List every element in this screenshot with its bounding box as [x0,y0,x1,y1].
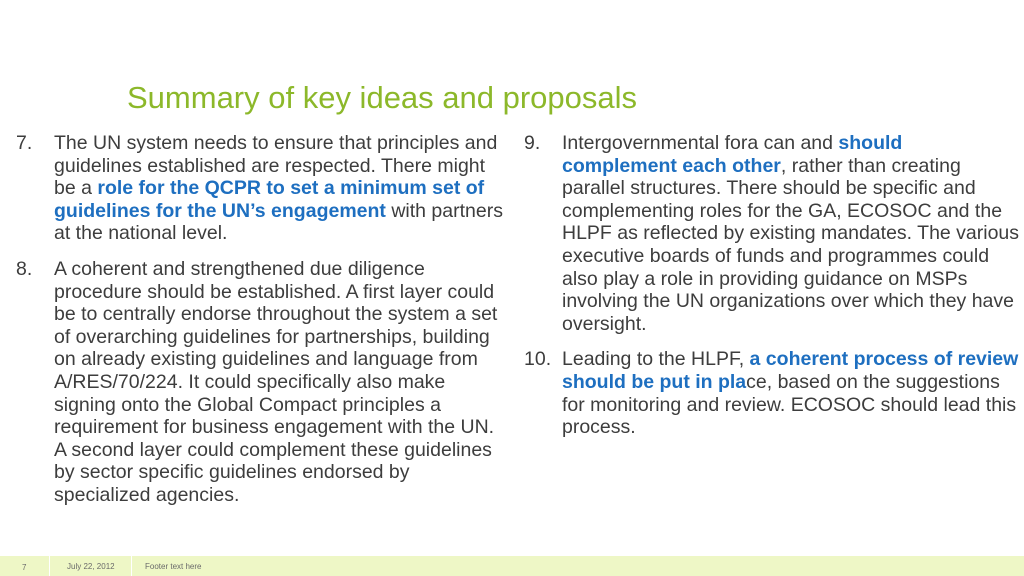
item-number: 10. [524,348,552,371]
footer-date: July 22, 2012 [67,562,115,571]
list-item-7 [16,132,506,245]
list-item-10 [524,348,1020,438]
list-item-8 [16,258,506,507]
item-text: , rather than creating parallel structures. There should be specific and complementing roles for the GA, ECOSOC and the HLPF as reflected by existing mandates. The various executive boards of funds and programmes could also play a role in providing guidance on MSPs involving the UN organizations over which they have oversight. [562,154,1020,335]
item-number: 9. [524,132,541,154]
item-number: 7. [16,132,33,154]
footer-bar [0,556,1024,576]
item-highlight: should complement each other [562,132,903,177]
item-text: Leading to the HLPF, [562,348,750,371]
item-number: 8. [16,257,33,280]
item-highlight: role for the QCPR to set a minimum set of guidelines for the UN’s engagement [54,177,485,222]
item-text: The UN system needs to ensure that principles and guidelines established are respected. There might be a [54,132,498,200]
item-text: ce, based on the suggestions for monitoring and review. ECOSOC should lead this process. [562,370,1017,439]
item-text: with partners at the national level. [54,199,503,245]
item-highlight: a coherent process of review should be put in pla [562,348,1019,393]
item-text: A coherent and strengthened due diligence procedure should be established. A first layer could be to centrally endorse throughout the system a set of overarching guidelines for partnerships, building on already existing guidelines and language from A/RES/70/224. It could specifically also make signing onto the Global Compact principles a requirement for business engagement with the UN. A second layer could complement these guidelines by sector specific guidelines endorsed by specialized agencies. [54,257,498,506]
footer-divider [131,556,132,576]
item-text: Intergovernmental fora can and [562,132,839,154]
list-item-9 [524,132,1020,335]
left-column [16,132,506,520]
footer-page-number: 7 [22,563,27,572]
right-column [524,132,1020,452]
slide-title: Summary of key ideas and proposals [127,80,638,115]
footer-divider [49,556,50,576]
footer-text: Footer text here [145,562,202,571]
